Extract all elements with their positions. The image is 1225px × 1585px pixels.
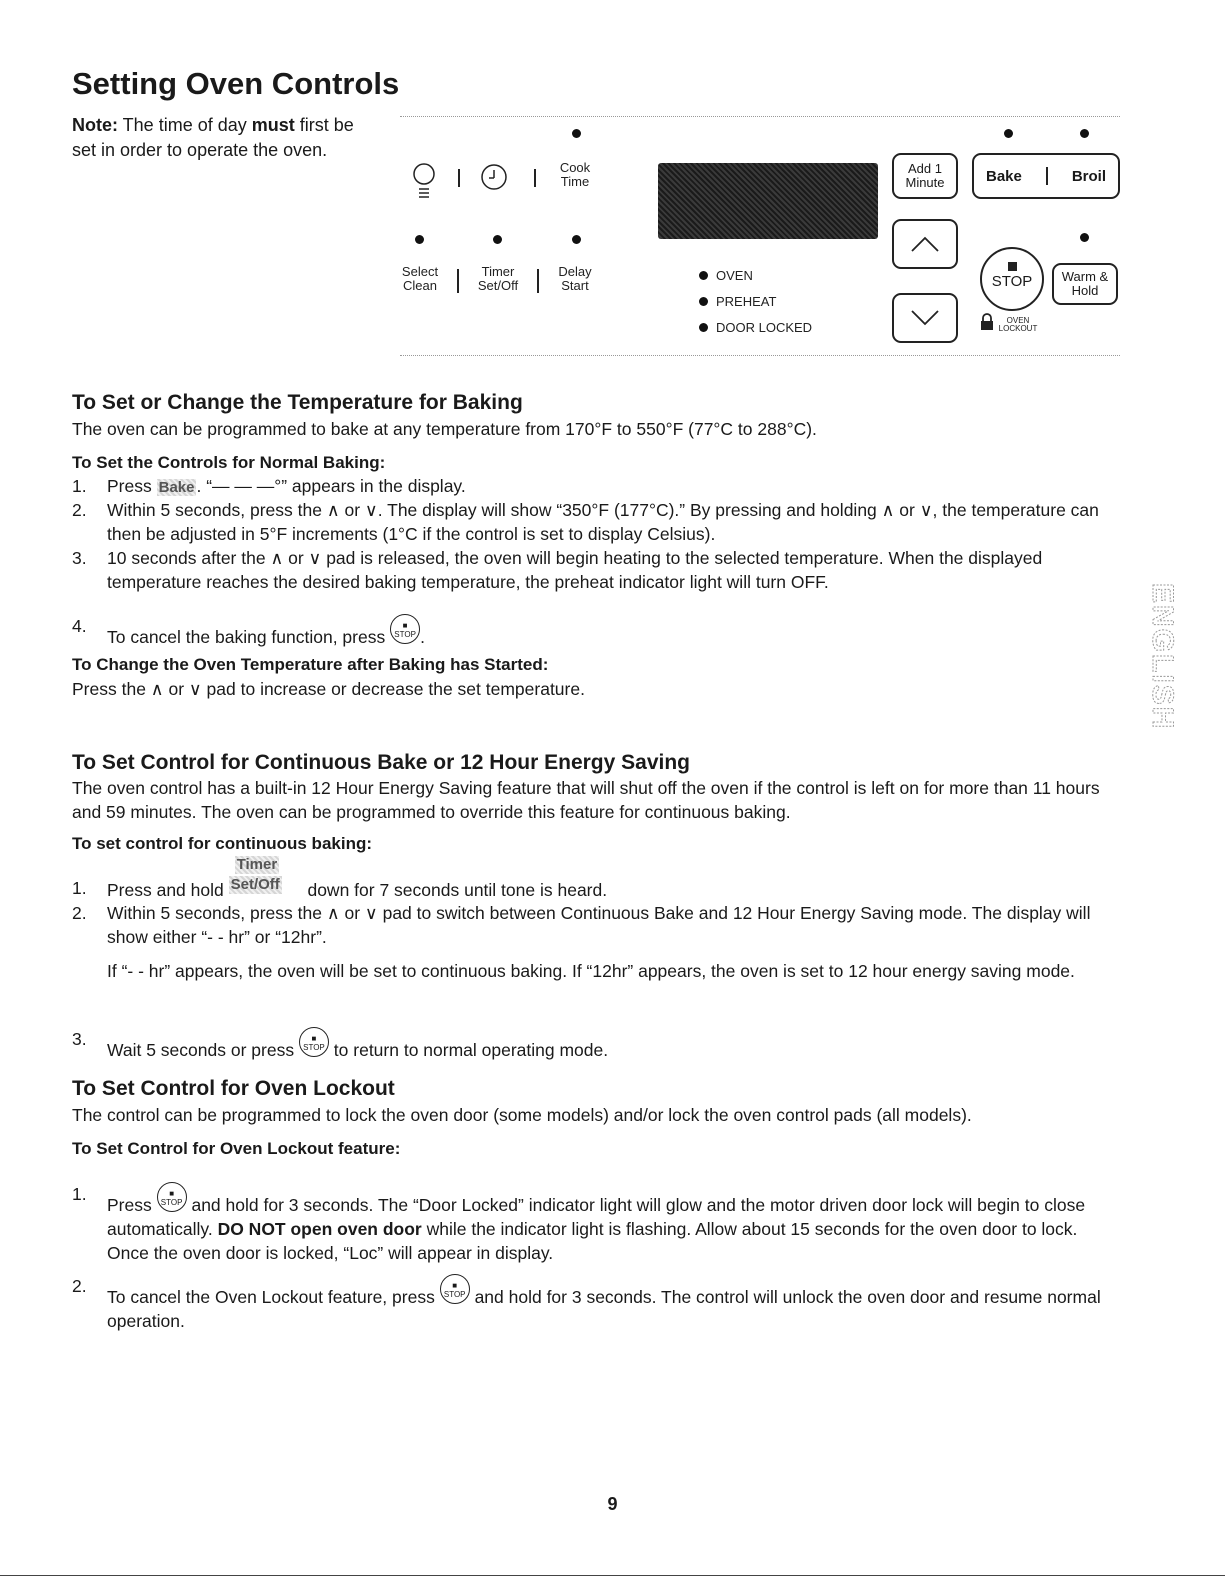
warm-hold-button[interactable] <box>1052 263 1118 305</box>
english-tab-label: ENGLISH <box>1146 583 1179 731</box>
delay-start-label: Start <box>561 278 589 293</box>
lock-icon <box>980 313 994 331</box>
separator <box>534 169 536 187</box>
lockout-label: OVEN <box>1006 316 1030 325</box>
page-title: Setting Oven Controls <box>72 66 400 101</box>
timer-label: Set/Off <box>477 278 519 293</box>
separator <box>457 269 459 293</box>
list-text: and hold for 3 seconds. The control will unlock the oven door and resume normal operation. <box>107 1287 1101 1331</box>
list-text: while the indicator light is flashing. Allow about 15 seconds for the oven door to lock. Once the oven door is locked, “Loc” will appear in display. <box>107 1219 1078 1263</box>
stop-pad-icon: ■ STOP <box>440 1274 470 1304</box>
note-text-2: first be set in order to operate the oven. <box>72 115 354 160</box>
list-text: down for 7 seconds until tone is heard. <box>302 880 608 900</box>
note <box>72 113 362 163</box>
page-number: 9 <box>607 1494 618 1514</box>
stop-icon-label: STOP <box>394 630 416 639</box>
stop-button[interactable] <box>980 247 1044 311</box>
paragraph: The oven control has a built-in 12 Hour Energy Saving feature that will shut off the oven if the control is left on for more than 11 hours and 59 minutes. The oven can be programmed to override this feature for continuous baking. <box>72 778 1100 822</box>
stop-pad-icon: ■ STOP <box>299 1027 329 1057</box>
stop-icon-label: STOP <box>160 1198 183 1207</box>
indicator-dot <box>1080 129 1089 138</box>
list-text: . <box>420 627 425 647</box>
list-text: to return to normal operating mode. <box>328 1040 609 1060</box>
add-minute-label: Add 1 <box>908 161 942 176</box>
separator <box>1046 167 1048 185</box>
set-off-pad-label: Set/Off <box>230 876 280 893</box>
list-text: Wait 5 seconds or press <box>107 1040 299 1060</box>
list-number: 2. <box>72 500 87 520</box>
list-text: If “- - hr” appears, the oven will be set to continuous baking. If “12hr” appears, the oven is set to 12 hour energy saving mode. <box>107 961 1075 981</box>
bake-button[interactable]: Bake <box>985 167 1022 185</box>
indicator-dot <box>572 129 581 138</box>
subheading: To Set the Controls for Normal Baking: <box>72 453 386 472</box>
door-locked-indicator-label: DOOR LOCKED <box>716 320 813 335</box>
select-clean-button[interactable] <box>398 265 442 293</box>
door-locked-indicator-dot <box>699 323 708 332</box>
down-arrow-button[interactable] <box>892 293 958 343</box>
stop-pad-icon: ■ STOP <box>157 1182 187 1212</box>
warm-hold-label: Hold <box>1071 283 1099 298</box>
indicator-dot <box>493 235 502 244</box>
timer-set-off-button[interactable] <box>466 265 530 293</box>
cook-time-label: Cook <box>559 160 591 175</box>
list-text: To cancel the Oven Lockout feature, press <box>107 1287 440 1307</box>
broil-button[interactable]: Broil <box>1071 167 1106 185</box>
chevron-down-icon <box>910 309 940 327</box>
list-number: 1. <box>72 878 87 898</box>
lockout-label: LOCKOUT <box>998 324 1038 333</box>
list-number: 2. <box>72 903 87 923</box>
section-heading: To Set Control for Oven Lockout <box>72 1077 395 1100</box>
list-number: 4. <box>72 616 87 636</box>
cook-time-button[interactable] <box>550 161 600 189</box>
paragraph: Press the ∧ or ∨ pad to increase or decrease the set temperature. <box>72 679 585 699</box>
note-label: Note: <box>72 115 118 135</box>
list-number: 3. <box>72 548 87 568</box>
preheat-indicator-dot <box>699 297 708 306</box>
subheading: To Set Control for Oven Lockout feature: <box>72 1139 401 1158</box>
note-emphasis: must <box>251 115 295 135</box>
oven-display <box>658 163 878 239</box>
indicator-dot <box>1080 233 1089 242</box>
warm-hold-label: Warm & <box>1061 269 1109 284</box>
delay-start-button[interactable] <box>550 265 600 293</box>
list-text: 10 seconds after the ∧ or ∨ pad is released, the oven will begin heating to the selected temperature. When the displayed temperature reaches the desired baking temperature, the preheat indicator light will turn OFF. <box>107 548 1043 592</box>
list-number: 2. <box>72 1276 87 1296</box>
preheat-indicator-label: PREHEAT <box>716 294 777 309</box>
list-text: and hold for 3 seconds. The “Door Locked” indicator light will glow and the motor driven door lock will begin to close automatically. <box>107 1195 1086 1239</box>
stop-icon-label: STOP <box>303 1043 325 1052</box>
clock-icon <box>480 163 508 191</box>
chevron-up-icon <box>910 235 940 253</box>
stop-square-icon <box>1008 262 1017 271</box>
timer-label: Timer <box>481 264 515 279</box>
list-text: Within 5 seconds, press the ∧ or ∨ pad to switch between Continuous Bake and 12 Hour Energy Saving mode. The display will show either “- - hr” or “12hr”. <box>107 903 1091 947</box>
section-heading: To Set Control for Continuous Bake or 12 Hour Energy Saving <box>72 751 691 774</box>
paragraph: The control can be programmed to lock the oven door (some models) and/or lock the oven control pads (all models). <box>72 1105 972 1125</box>
indicator-dot <box>1004 129 1013 138</box>
stop-icon-label: STOP <box>443 1290 466 1299</box>
separator <box>458 169 460 187</box>
list-text: Press and hold <box>107 880 229 900</box>
control-panel-diagram <box>400 116 1120 356</box>
oven-lockout-label <box>996 317 1040 333</box>
list-text: To cancel the baking function, press <box>107 627 391 647</box>
list-text: Within 5 seconds, press the ∧ or ∨. The display will show “350°F (177°C).” By pressing and holding ∧ or ∨, the temperature can then be adjusted in 5°F increments (1°C if the control is set to display Celsius). <box>107 500 1099 544</box>
list-text: Press <box>107 1195 157 1215</box>
page-bottom-rule <box>0 1575 1225 1576</box>
stop-label: STOP <box>991 273 1033 290</box>
list-number: 3. <box>72 1029 87 1049</box>
add-one-minute-button[interactable] <box>892 153 958 199</box>
timer-set-off-pad-icon <box>229 856 303 896</box>
section-heading: To Set or Change the Temperature for Baking <box>72 391 523 414</box>
select-clean-label: Clean <box>403 278 437 293</box>
oven-indicator-label: OVEN <box>716 268 753 283</box>
subheading: To set control for continuous baking: <box>72 834 373 853</box>
paragraph: The oven can be programmed to bake at any temperature from 170°F to 550°F (77°C to 288°C). <box>72 419 817 439</box>
select-clean-label: Select <box>401 264 439 279</box>
up-arrow-button[interactable] <box>892 219 958 269</box>
warning-text: DO NOT open oven door <box>217 1219 422 1239</box>
list-text: . “— — —°” appears in the display. <box>196 476 466 496</box>
timer-pad-label: Timer <box>236 856 278 873</box>
list-number: 1. <box>72 476 87 496</box>
light-bulb-icon <box>412 161 436 203</box>
subheading: To Change the Oven Temperature after Baking has Started: <box>72 655 549 674</box>
list-text: Press <box>107 476 157 496</box>
cook-time-label: Time <box>560 174 590 189</box>
note-text: The time of day <box>118 115 252 135</box>
indicator-dot <box>415 235 424 244</box>
oven-indicator-dot <box>699 271 708 280</box>
bake-broil-button-group <box>972 153 1120 199</box>
language-side-tab <box>1128 583 1179 731</box>
delay-start-label: Delay <box>558 264 592 279</box>
list-number: 1. <box>72 1184 87 1204</box>
bake-pad-icon: Bake <box>158 479 195 496</box>
add-minute-label: Minute <box>905 175 945 190</box>
separator <box>537 269 539 293</box>
indicator-dot <box>572 235 581 244</box>
stop-pad-icon: ■ STOP <box>390 614 420 644</box>
